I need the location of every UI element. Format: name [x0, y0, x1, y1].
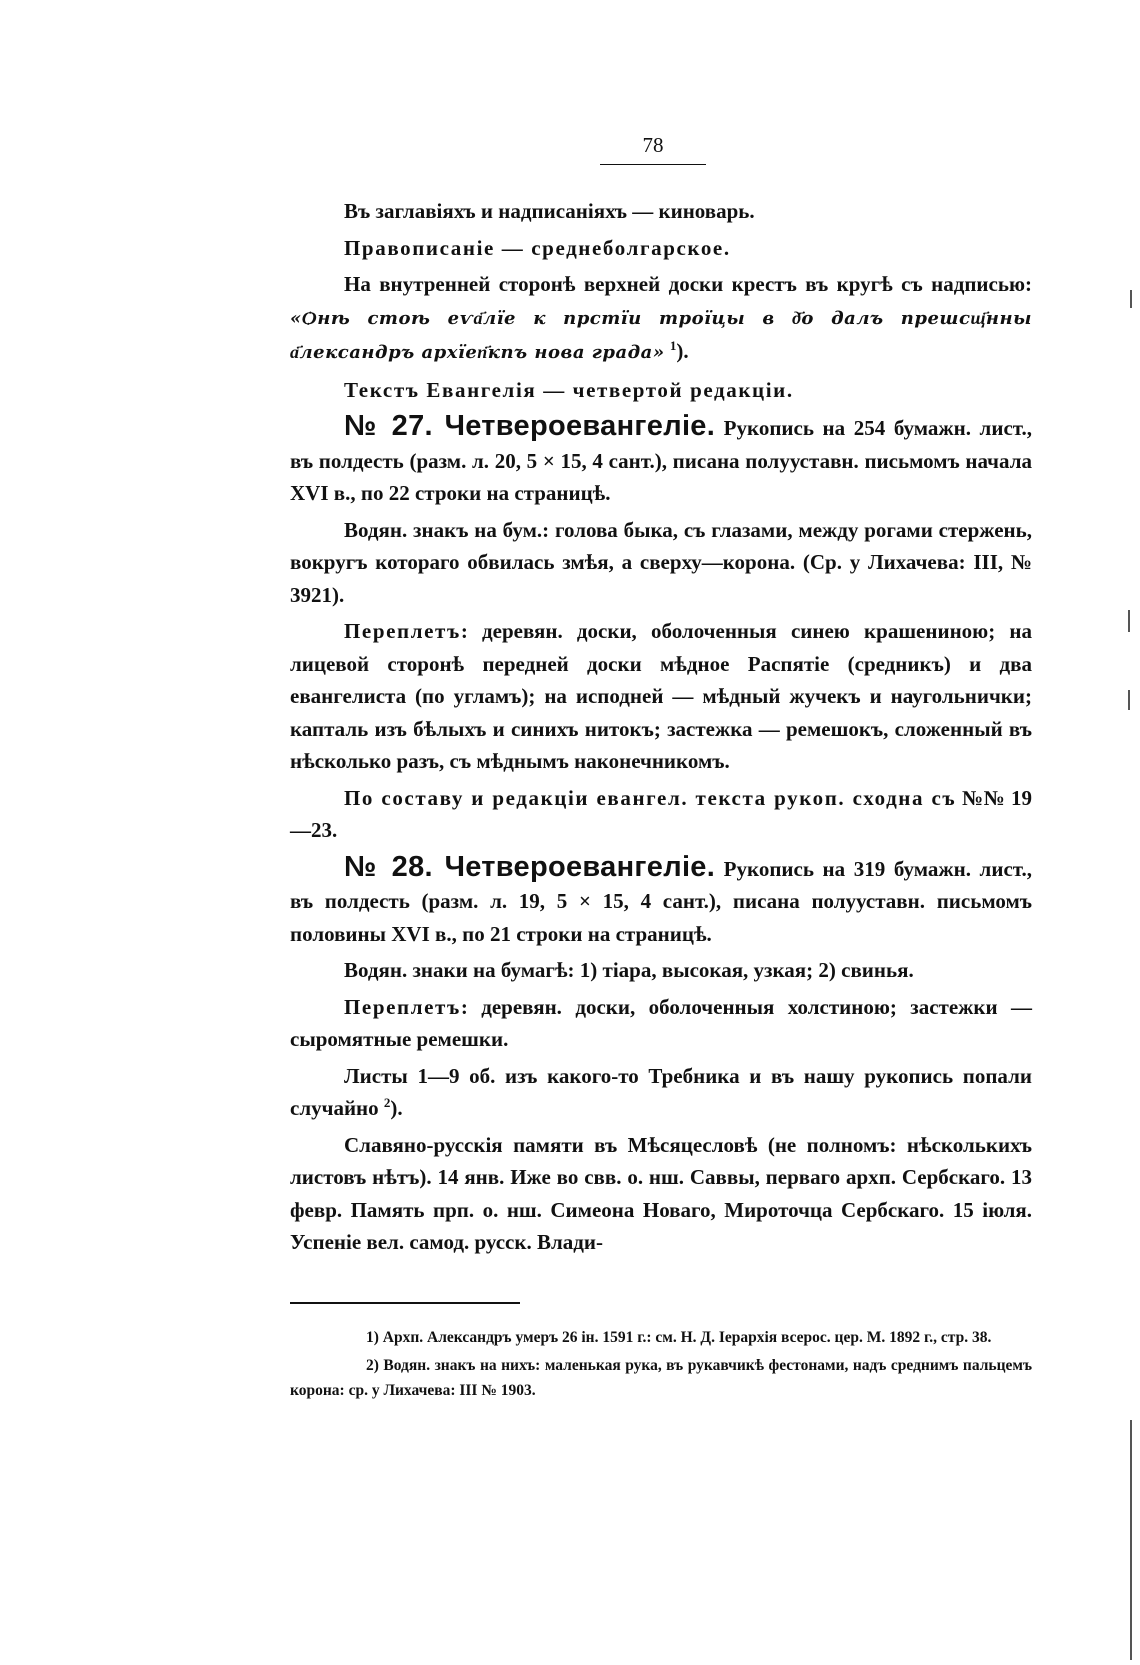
scan-margin-mark [1128, 690, 1130, 710]
footnote-ref-1[interactable]: 1 [669, 338, 677, 353]
paragraph-rubrics: Въ заглавіяхъ и надписаніяхъ — киноварь. [344, 199, 755, 223]
footnote-ref-2[interactable]: 2 [383, 1095, 391, 1110]
inscription-end: ). [676, 339, 689, 363]
paragraph-cover-inscription [290, 268, 1032, 370]
entry-28-watermark: Водян. знаки на бумагѣ: 1) тіара, высокая, узкая; 2) свинья. [344, 958, 914, 982]
entry-28-leaves [290, 1060, 1032, 1125]
footnotes [290, 1325, 1032, 1406]
footnote-1: 1) Архп. Александръ умеръ 26 ін. 1591 г.: см. Н. Д. Іерархія всерос. цер. М. 1892 г., стр. 38. [366, 1329, 992, 1346]
paragraph-gospel-text: Текстъ Евангелія — четвертой редакціи. [344, 377, 794, 402]
entry-27-binding [290, 615, 1032, 778]
inscription-intro: На внутренней сторонѣ верхней доски крестъ въ кругѣ съ надписью: [344, 272, 1032, 296]
page-number: 78 [600, 133, 706, 165]
scan-margin-mark [1130, 1420, 1132, 1660]
composition-label: По составу и редакціи евангел. текста рукоп. сходна съ [344, 785, 957, 810]
entry-27-watermark: Водян. знакъ на бум.: голова быка, съ глазами, между рогами стержень, вокругъ котораго обвилась змѣя, а сверху—корона. (Ср. у Лихачева: III, № 3921). [290, 517, 1032, 607]
binding-text: : деревян. доски, оболоченныя синею крашениною; на лицевой сторонѣ передней доски мѣдное Распятіе (средникъ) и два евангелиста (по угламъ); на исподней — мѣдный жучекъ и наугольнички; капталь изъ бѣлыхъ и синихъ нитокъ; застежка — ремешокъ, сложенный въ нѣсколько разъ, съ мѣднымъ наконечникомъ. [290, 619, 1032, 773]
entry-28 [290, 851, 1032, 951]
footnote-divider [290, 1302, 520, 1304]
leaves-end: ). [390, 1096, 403, 1120]
church-slavonic-inscription: «Ѻнѣ стоѣ еѵа҃лїе к прстїи троїцы в д҃о далъ прешсщ҃нны а҃лександръ архїеп҃кпъ нова града» [290, 307, 1032, 363]
entry-27-heading: № 27. Четвероевангеліе. [344, 410, 716, 442]
entry-27 [290, 410, 1032, 510]
entry-27-composition [290, 782, 1032, 847]
leaves-text: Листы 1—9 об. изъ какого-то Требника и въ нашу рукопись попали случайно [290, 1063, 1032, 1120]
entry-28-intro: Рукопись на 319 бумажн. лист., въ полдесть (разм. л. 19, 5 × 15, 4 сант.), писана полууставн. письмомъ половины XVI в., по 21 строки на страницѣ. [290, 856, 1032, 946]
main-text [290, 195, 1032, 1263]
footnote-2: 2) Водян. знакъ на нихъ: маленькая рука, въ рукавчикѣ фестонами, надъ среднимъ пальцемъ корона: ср. у Лихачева: III № 1903. [290, 1357, 1032, 1399]
entry-28-heading: № 28. Четвероевангеліе. [344, 850, 716, 883]
composition-text: №№ 19—23. [290, 785, 1032, 842]
scan-margin-mark [1130, 290, 1132, 308]
binding-label: Переплетъ [344, 619, 461, 643]
entry-27-intro: Рукопись на 254 бумажн. лист., въ полдесть (разм. л. 20, 5 × 15, 4 сант.), писана полууставн. письмомъ начала XVI в., по 22 строки на страницѣ. [290, 416, 1032, 505]
entry-28-binding [290, 991, 1032, 1056]
binding-label: Переплетъ [344, 994, 461, 1019]
binding-text: : деревян. доски, оболоченныя холстиною; застежки — сыромятные ремешки. [290, 994, 1032, 1051]
entry-28-menologion: Славяно-русскія памяти въ Мѣсяцесловѣ (не полномъ: нѣсколькихъ листовъ нѣтъ). 14 янв. Иже во свв. о. нш. Саввы, перваго архп. Сербскаго. 13 февр. Память прп. о. нш. Симеона Новаго, Мироточца Сербскаго. 15 іюля. Успеніе вел. самод. русск. Влади- [290, 1132, 1032, 1254]
paragraph-orthography: Правописаніе — среднеболгарское. [344, 235, 731, 260]
scan-margin-mark [1128, 610, 1130, 632]
